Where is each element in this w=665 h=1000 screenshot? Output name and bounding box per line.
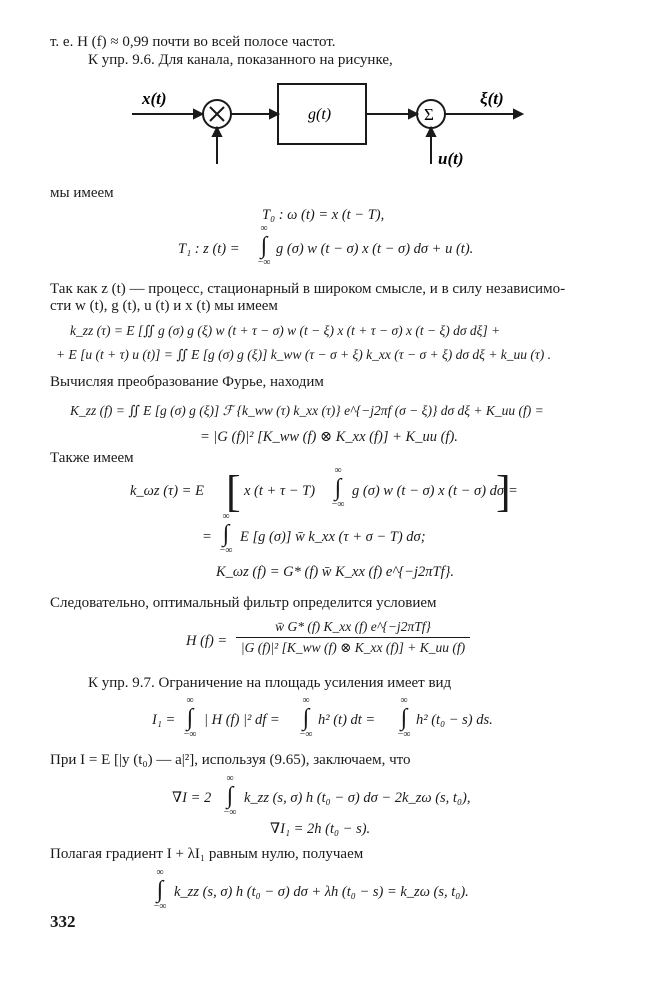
equation-gradI1: ∇I₁ = 2h (t₀ − s).	[270, 821, 371, 837]
equation-gradI-rhs: k_zz (s, σ) h (t₀ − σ) dσ − 2k_zω (s, t₀),	[244, 790, 471, 806]
output-arrow-icon	[514, 110, 522, 118]
integral-e8: ∞ ∫ −∞	[219, 511, 233, 556]
equation-t1-rhs: g (σ) w (t − σ) x (t − σ) dσ + u (t).	[276, 241, 474, 257]
multiplier-arrow-icon	[213, 128, 221, 136]
page-number: 332	[50, 912, 76, 931]
equation-final: k_zz (s, σ) h (t₀ − σ) dσ + λh (t₀ − s) = k_zω (s, t₀).	[174, 884, 469, 900]
text-line-1: т. е. H (f) ≈ 0,99 почти во всей полосе частот.	[50, 34, 336, 50]
equation-I1-mid: | H (f) |² df =	[204, 712, 280, 728]
bracket-left: [	[226, 467, 241, 516]
integral-e7: ∞ ∫ −∞	[331, 465, 345, 510]
equation-I1-rhs: h² (t₀ − s) ds.	[416, 712, 493, 728]
channel-diagram	[120, 72, 540, 172]
exercise-heading-9-7: К упр. 9.7. Ограничение на площадь усиления имеет вид	[88, 675, 452, 691]
noise-arrow-icon	[427, 128, 435, 136]
fraction-bar	[236, 637, 470, 638]
fraction-denominator: |G (f)|² [K_ww (f) ⊗ K_xx (f)] + K_uu (f)	[240, 640, 466, 655]
equation-kwz2-eq: =	[202, 529, 212, 545]
bracket-right: ]	[496, 467, 511, 516]
equation-I1-mid2: h² (t) dt =	[318, 712, 376, 728]
fraction-numerator: w̄ G* (f) K_xx (f) e^{−j2πTf}	[275, 619, 431, 634]
fraction-H	[236, 618, 470, 657]
integral-e11b: ∞ ∫ −∞	[299, 695, 313, 740]
equation-H-lhs: H (f) =	[186, 633, 228, 649]
output-label: ξ(t)	[480, 89, 504, 108]
block-label: g(t)	[308, 106, 332, 123]
text-line-8: Следовательно, оптимальный фильтр определится условием	[50, 595, 437, 611]
integral-e12: ∞ ∫ −∞	[223, 773, 237, 818]
equation-kwz2-rhs: E [g (σ)] w̄ k_xx (τ + σ − T) dσ;	[240, 529, 426, 545]
equation-Kwz: K_ωz (f) = G* (f) w̄ K_xx (f) e^{−j2πTf}.	[216, 564, 455, 580]
input-label: x(t)	[142, 89, 167, 108]
text-line-6: Вычисляя преобразование Фурье, находим	[50, 374, 324, 390]
text-line-5: сти w (t), g (t), u (t) и x (t) мы имеем	[50, 298, 278, 314]
equation-Kzz-2: = |G (f)|² [K_ww (f) ⊗ K_xx (f)] + K_uu (f).	[200, 429, 458, 445]
equation-kwz-rhs: g (σ) w (t − σ) x (t − σ) dσ	[352, 483, 505, 499]
noise-label: u(t)	[438, 149, 464, 168]
equation-I1-lhs: I₁ =	[152, 712, 176, 728]
equation-kwz-eq: =	[508, 483, 518, 499]
integral-e11a: ∞ ∫ −∞	[183, 695, 197, 740]
equation-kzz-2: + E [u (t + τ) u (t)] = ∬ E [g (σ) g (ξ)] k_ww (τ − σ + ξ) k_xx (τ − σ + ξ) dσ dξ + k_uu (τ) .	[56, 347, 551, 362]
text-line-7: Также имеем	[50, 450, 134, 466]
equation-t1-lhs: T₁ : z (t) =	[178, 241, 240, 257]
equation-kwz-mid: x (t + τ − T)	[244, 483, 316, 499]
text-line-11: Полагая градиент I + λI₁ равным нулю, получаем	[50, 846, 364, 862]
integral-e14: ∞ ∫ −∞	[153, 867, 167, 912]
equation-t0: T₀ : ω (t) = x (t − T),	[262, 207, 385, 223]
sum-label: Σ	[424, 105, 434, 124]
integral-e2: ∞ ∫ −∞	[257, 223, 271, 268]
text-line-4: Так как z (t) — процесс, стационарный в широком смысле, и в силу независимо-	[50, 281, 566, 297]
equation-kwz-lhs: k_ωz (τ) = E	[130, 483, 204, 499]
text-line-3: мы имеем	[50, 185, 114, 201]
equation-kzz-1: k_zz (τ) = E [∬ g (σ) g (ξ) w (t + τ − σ) w (t − ξ) x (t + τ − σ) x (t − ξ) dσ dξ] +	[70, 323, 501, 338]
equation-gradI-lhs: ∇I = 2	[172, 790, 212, 806]
integral-e11c: ∞ ∫ −∞	[397, 695, 411, 740]
exercise-heading-9-6: К упр. 9.6. Для канала, показанного на рисунке,	[88, 52, 393, 68]
input-arrow-icon	[194, 110, 202, 118]
text-line-10: При I = E [|y (t₀) — a|²], используя (9.65), заключаем, что	[50, 752, 411, 768]
equation-Kzz-1: K_zz (f) = ∬ E [g (σ) g (ξ)] ℱ {k_ww (τ) k_xx (τ)} e^{−j2πf (σ − ξ)} dσ dξ + K_uu (f) =	[70, 403, 544, 418]
